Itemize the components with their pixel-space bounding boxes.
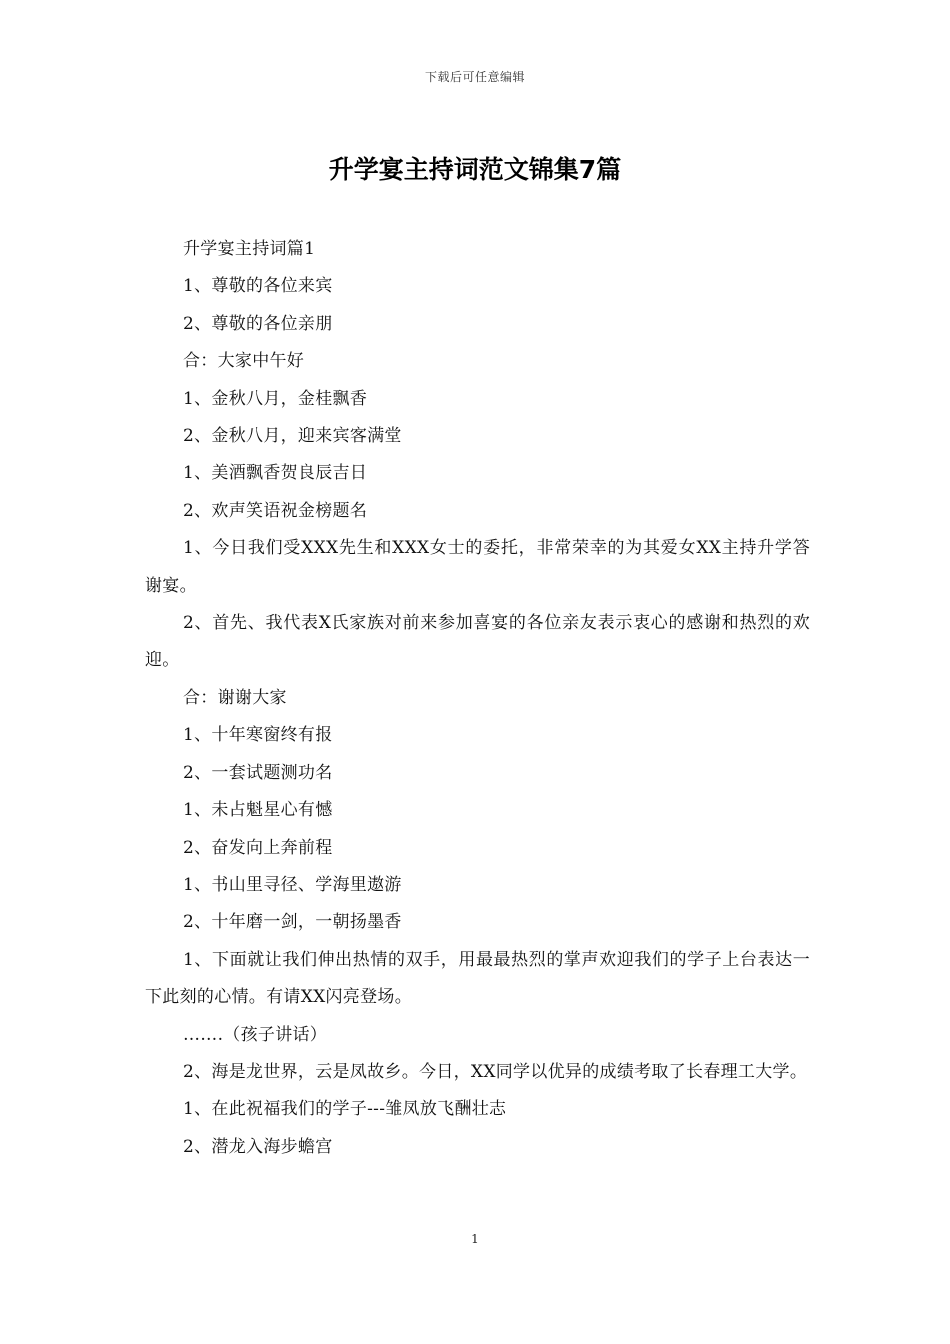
paragraph: 2、首先、我代表X氏家族对前来参加喜宴的各位亲友表示衷心的感谢和热烈的欢迎。 (145, 613, 810, 671)
paragraph: 合：谢谢大家 (183, 687, 287, 708)
page-number: 1 (471, 1232, 479, 1246)
paragraph: 1、今日我们受XXX先生和XXX女士的委托，非常荣幸的为其爱女XX主持升学答谢宴。 (145, 538, 810, 596)
paragraph: 2、金秋八月，迎来宾客满堂 (183, 426, 402, 447)
paragraph: 合：大家中午好 (183, 351, 305, 372)
paragraph: 2、奋发向上奔前程 (183, 837, 333, 858)
paragraph: 2、尊敬的各位亲朋 (183, 313, 333, 334)
paragraph: 1、下面就让我们伸出热情的双手，用最最热烈的掌声欢迎我们的学子上台表达一下此刻的心情。有请XX闪亮登场。 (145, 949, 810, 1008)
paragraph: 1、金秋八月，金桂飘香 (183, 388, 368, 409)
paragraph: 1、尊敬的各位来宾 (183, 276, 333, 297)
document-title: 升学宴主持词范文锦集7篇 (328, 155, 622, 184)
header-note: 下载后可任意编辑 (424, 70, 525, 84)
paragraph: 2、潜龙入海步蟾宫 (183, 1136, 333, 1157)
paragraph: …….（孩子讲话） (183, 1024, 328, 1045)
paragraph: 1、未占魁星心有憾 (183, 800, 333, 821)
document-body (145, 231, 810, 1166)
paragraph: 2、十年磨一剑，一朝扬墨香 (183, 912, 402, 933)
paragraph: 1、在此祝福我们的学子---雏凤放飞酬壮志 (183, 1099, 507, 1120)
paragraph: 升学宴主持词篇1 (183, 239, 316, 259)
paragraph: 1、美酒飘香贺良辰吉日 (183, 463, 368, 484)
paragraph: 2、一套试题测功名 (183, 762, 333, 783)
paragraph: 1、书山里寻径、学海里遨游 (183, 874, 402, 895)
paragraph: 1、十年寒窗终有报 (183, 725, 333, 746)
paragraph: 2、海是龙世界，云是凤故乡。今日，XX同学以优异的成绩考取了长春理工大学。 (183, 1061, 808, 1082)
paragraph: 2、欢声笑语祝金榜题名 (183, 500, 368, 521)
